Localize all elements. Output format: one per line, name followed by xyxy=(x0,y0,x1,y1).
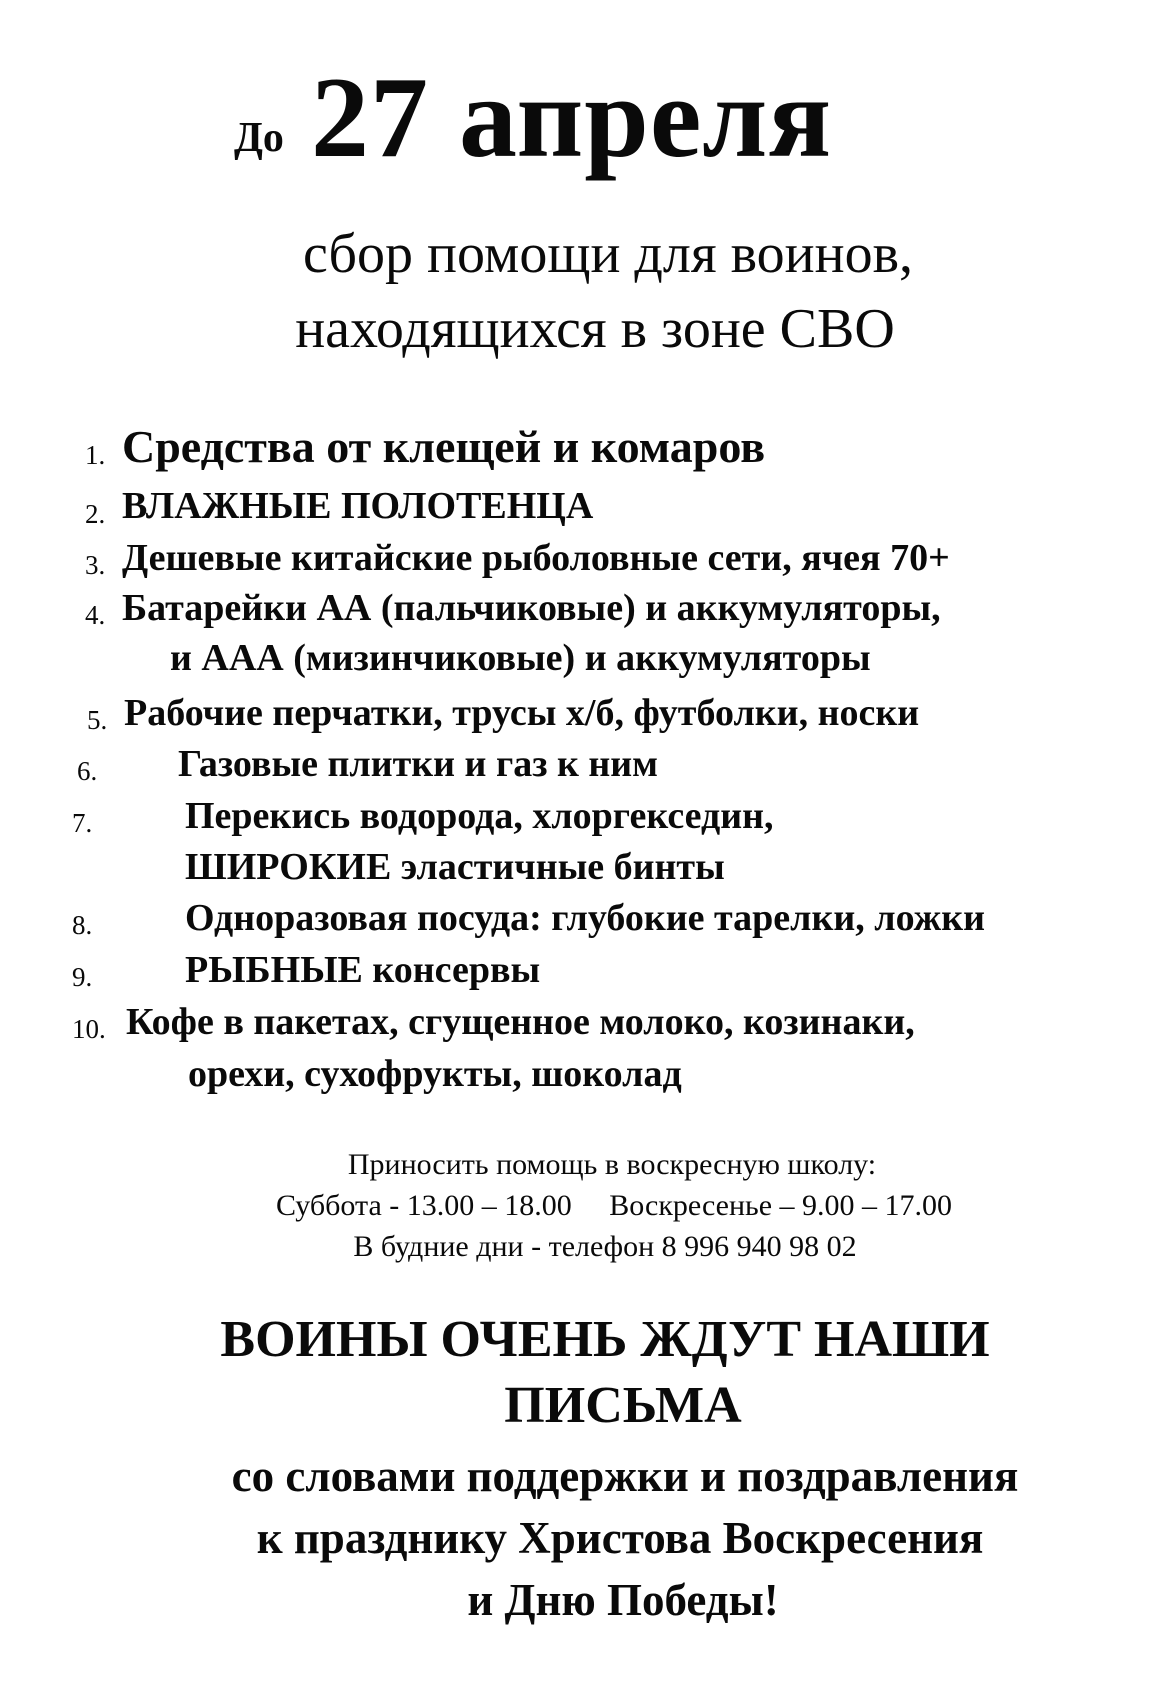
item-text: Батарейки АА (пальчиковые) и аккумуляторы, xyxy=(122,587,941,629)
item-number: 8. xyxy=(72,910,93,940)
weekday-phone: В будние дни - телефон 8 996 940 98 02 xyxy=(353,1230,857,1263)
letters-appeal-line-4: к празднику Христова Воскресения xyxy=(256,1513,984,1563)
date-heading: 27 апреля xyxy=(311,54,833,182)
dropoff-hours: Суббота - 13.00 – 18.00 Воскресенье – 9.00 – 17.00 xyxy=(275,1189,953,1222)
subtitle-line-2: находящихся в зоне СВО xyxy=(295,298,895,360)
item-text-continuation: и ААА (мизинчиковые) и аккумуляторы xyxy=(170,637,871,679)
item-text-continuation: ШИРОКИЕ эластичные бинты xyxy=(185,846,725,888)
item-text: Газовые плитки и газ к ним xyxy=(178,743,659,785)
item-text: Кофе в пакетах, сгущенное молоко, козинаки, xyxy=(126,1001,915,1043)
item-number: 2. xyxy=(85,499,106,529)
item-text: Рабочие перчатки, трусы х/б, футболки, носки xyxy=(124,692,920,734)
item-text: РЫБНЫЕ консервы xyxy=(185,949,541,991)
letters-appeal-line-1: ВОИНЫ ОЧЕНЬ ЖДУТ НАШИ xyxy=(220,1311,990,1368)
item-number: 4. xyxy=(85,600,106,630)
dropoff-location: Приносить помощь в воскресную школу: xyxy=(347,1148,877,1181)
item-text-continuation: орехи, сухофрукты, шоколад xyxy=(188,1053,682,1095)
item-text: Средства от клещей и комаров xyxy=(122,421,766,472)
item-text: Дешевые китайские рыболовные сети, ячея 70+ xyxy=(122,537,950,579)
date-prefix: До xyxy=(234,115,284,161)
item-text: ВЛАЖНЫЕ ПОЛОТЕНЦА xyxy=(122,485,594,527)
subtitle-line-1: сбор помощи для воинов, xyxy=(302,223,914,285)
letters-appeal-line-5: и Дню Победы! xyxy=(467,1575,779,1625)
item-number: 6. xyxy=(77,756,98,786)
item-text: Перекись водорода, хлоргекседин, xyxy=(185,795,774,837)
item-number: 5. xyxy=(87,705,108,735)
item-number: 3. xyxy=(85,550,106,580)
letters-appeal-line-2: ПИСЬМА xyxy=(504,1377,742,1434)
item-text: Одноразовая посуда: глубокие тарелки, ложки xyxy=(185,897,985,939)
item-number: 9. xyxy=(72,962,93,992)
item-number: 10. xyxy=(72,1014,106,1044)
letters-appeal-line-3: со словами поддержки и поздравления xyxy=(231,1451,1019,1501)
item-number: 1. xyxy=(85,440,106,470)
item-number: 7. xyxy=(72,808,93,838)
